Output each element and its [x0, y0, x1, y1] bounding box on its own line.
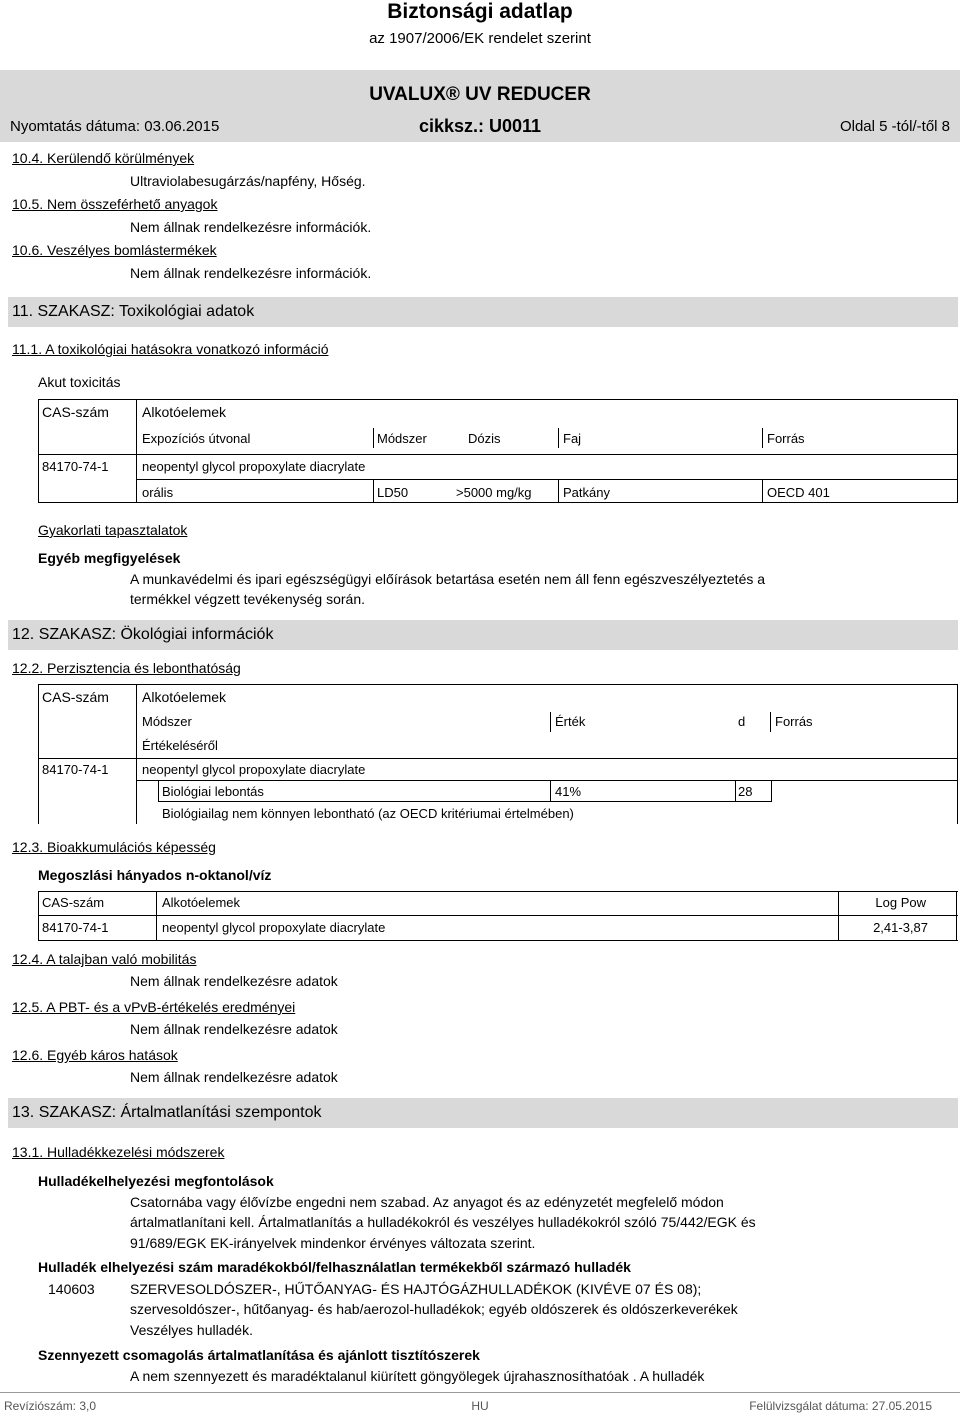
partition-logpow-header: Log Pow	[875, 895, 926, 910]
acute-toxicity-label: Akut toxicitás	[38, 374, 121, 390]
text-10-5: Nem állnak rendelkezésre információk.	[130, 219, 372, 235]
footer-language: HU	[471, 1399, 489, 1413]
acute-source-value: OECD 401	[767, 485, 830, 500]
text-12-5: Nem állnak rendelkezésre adatok	[130, 1021, 338, 1037]
persist-component-value: neopentyl glycol propoxylate diacrylate	[142, 762, 366, 777]
partition-components-header: Alkotóelemek	[162, 895, 241, 910]
disposal-line2: ártalmatlanítani kell. Ártalmatlanítás a hulladékokról és veszélyes hulladékokról szóló 75/442/EGK és	[130, 1214, 756, 1230]
partition-cas-header: CAS-szám	[42, 895, 105, 910]
acute-dose-header: Dózis	[468, 431, 501, 446]
print-date: Nyomtatás dátuma: 03.06.2015	[10, 118, 220, 135]
page-number: Oldal 5 -tól/-től 8	[839, 118, 950, 135]
packaging-line1: A nem szennyezett és maradéktalanul kiürített göngyölegek újrahasznosíthatóak . A hulladék	[130, 1368, 705, 1384]
footer-separator	[0, 1392, 960, 1393]
text-12-6: Nem állnak rendelkezésre adatok	[130, 1069, 338, 1085]
waste-line3: Veszélyes hulladék.	[130, 1322, 253, 1338]
persist-evaluation-header: Értékeléséről	[142, 738, 218, 753]
heading-12-2: 12.2. Perzisztencia és lebonthatóság	[12, 660, 241, 676]
text-10-6: Nem állnak rendelkezésre információk.	[130, 265, 372, 281]
partition-cas-value: 84170-74-1	[42, 920, 109, 935]
text-10-4: Ultraviolabesugárzás/napfény, Hőség.	[130, 173, 366, 189]
waste-line2: szervesoldószer-, hűtőanyag- és hab/aerozol-hulladékok; egyéb oldószerek és oldószerkeverékek	[130, 1301, 738, 1317]
persist-components-header: Alkotóelemek	[142, 689, 227, 705]
heading-12-3: 12.3. Bioakkumulációs képesség	[12, 839, 216, 855]
acute-route-header: Expozíciós útvonal	[142, 431, 251, 446]
waste-line1: SZERVESOLDÓSZER-, HŰTŐANYAG- ÉS HAJTÓGÁZHULLADÉKOK (KIVÉVE 07 ÉS 08);	[130, 1281, 702, 1297]
section-12-title: 12. SZAKASZ: Ökológiai információk	[12, 626, 274, 643]
heading-13-1: 13.1. Hulladékkezelési módszerek	[12, 1144, 225, 1160]
heading-12-4: 12.4. A talajban való mobilitás	[12, 951, 197, 967]
disposal-line3: 91/689/EGK EK-irányelvek mindenkor érvényes változata szerint.	[130, 1235, 536, 1251]
text-12-4: Nem állnak rendelkezésre adatok	[130, 973, 338, 989]
other-observations-line2: termékkel végzett tevékenység során.	[130, 591, 366, 607]
waste-code-heading: Hulladék elhelyezési szám maradékokból/felhasználatlan termékekből származó hulladék	[38, 1259, 631, 1275]
acute-method-header: Módszer	[377, 431, 427, 446]
section-11-title: 11. SZAKASZ: Toxikológiai adatok	[12, 303, 255, 320]
partition-logpow-value: 2,41-3,87	[873, 920, 928, 935]
acute-species-value: Patkány	[563, 485, 610, 500]
persist-d-value: 28	[738, 784, 753, 799]
partition-coefficient-heading: Megoszlási hányados n-oktanol/víz	[38, 867, 272, 883]
persistence-table	[38, 684, 958, 824]
other-observations-line1: A munkavédelmi és ipari egészségügyi előírások betartása esetén nem áll fenn egészveszélyeztetés a	[130, 571, 766, 587]
persist-method-header: Módszer	[142, 714, 192, 729]
persist-method-value: Biológiai lebontás	[162, 784, 264, 799]
persist-evaluation-note: Biológiailag nem könnyen lebontható (az OECD kritériumai értelmében)	[162, 806, 574, 821]
regulation-subtitle: az 1907/2006/EK rendelet szerint	[369, 30, 591, 47]
acute-dose-value: >5000 mg/kg	[456, 485, 532, 500]
heading-10-4: 10.4. Kerülendő körülmények	[12, 150, 195, 166]
footer-revision: Revíziószám: 3,0	[4, 1399, 97, 1413]
persist-value-header: Érték	[555, 714, 586, 729]
footer-review-date: Felülvizsgálat dátuma: 27.05.2015	[749, 1399, 932, 1413]
persist-cas-value: 84170-74-1	[42, 762, 109, 777]
heading-12-6: 12.6. Egyéb káros hatások	[12, 1047, 178, 1063]
partition-component-value: neopentyl glycol propoxylate diacrylate	[162, 920, 386, 935]
acute-component-value: neopentyl glycol propoxylate diacrylate	[142, 459, 366, 474]
other-observations-heading: Egyéb megfigyelések	[38, 550, 181, 566]
document-title: Biztonsági adatlap	[387, 0, 573, 23]
acute-cas-value: 84170-74-1	[42, 459, 109, 474]
packaging-heading: Szennyezett csomagolás ártalmatlanítása és ajánlott tisztítószerek	[38, 1347, 480, 1363]
persist-source-header: Forrás	[775, 714, 813, 729]
persist-value-value: 41%	[555, 784, 582, 799]
acute-components-header: Alkotóelemek	[142, 404, 227, 420]
acute-cas-header: CAS-szám	[42, 404, 109, 420]
acute-source-header: Forrás	[767, 431, 805, 446]
heading-12-5: 12.5. A PBT- és a vPvB-értékelés eredményei	[12, 999, 296, 1015]
persist-cas-header: CAS-szám	[42, 689, 109, 705]
acute-species-header: Faj	[563, 431, 582, 446]
acute-method-value: LD50	[377, 485, 409, 500]
acute-route-value: orális	[142, 485, 174, 500]
heading-10-6: 10.6. Veszélyes bomlástermékek	[12, 242, 217, 258]
waste-code: 140603	[48, 1281, 95, 1297]
section-13-title: 13. SZAKASZ: Ártalmatlanítási szempontok	[12, 1104, 322, 1121]
heading-11-1: 11.1. A toxikológiai hatásokra vonatkozó információ	[12, 341, 329, 357]
practical-experience-heading: Gyakorlati tapasztalatok	[38, 522, 188, 538]
persist-d-header: d	[738, 714, 746, 729]
heading-10-5: 10.5. Nem összeférhető anyagok	[12, 196, 218, 212]
product-name: UVALUX® UV REDUCER	[369, 84, 591, 105]
disposal-line1: Csatornába vagy élővízbe engedni nem szabad. Az anyagot és az edényzetét megfelelő módon	[130, 1194, 724, 1210]
item-number: cikksz.: U0011	[418, 116, 542, 136]
disposal-considerations-heading: Hulladékelhelyezési megfontolások	[38, 1173, 274, 1189]
